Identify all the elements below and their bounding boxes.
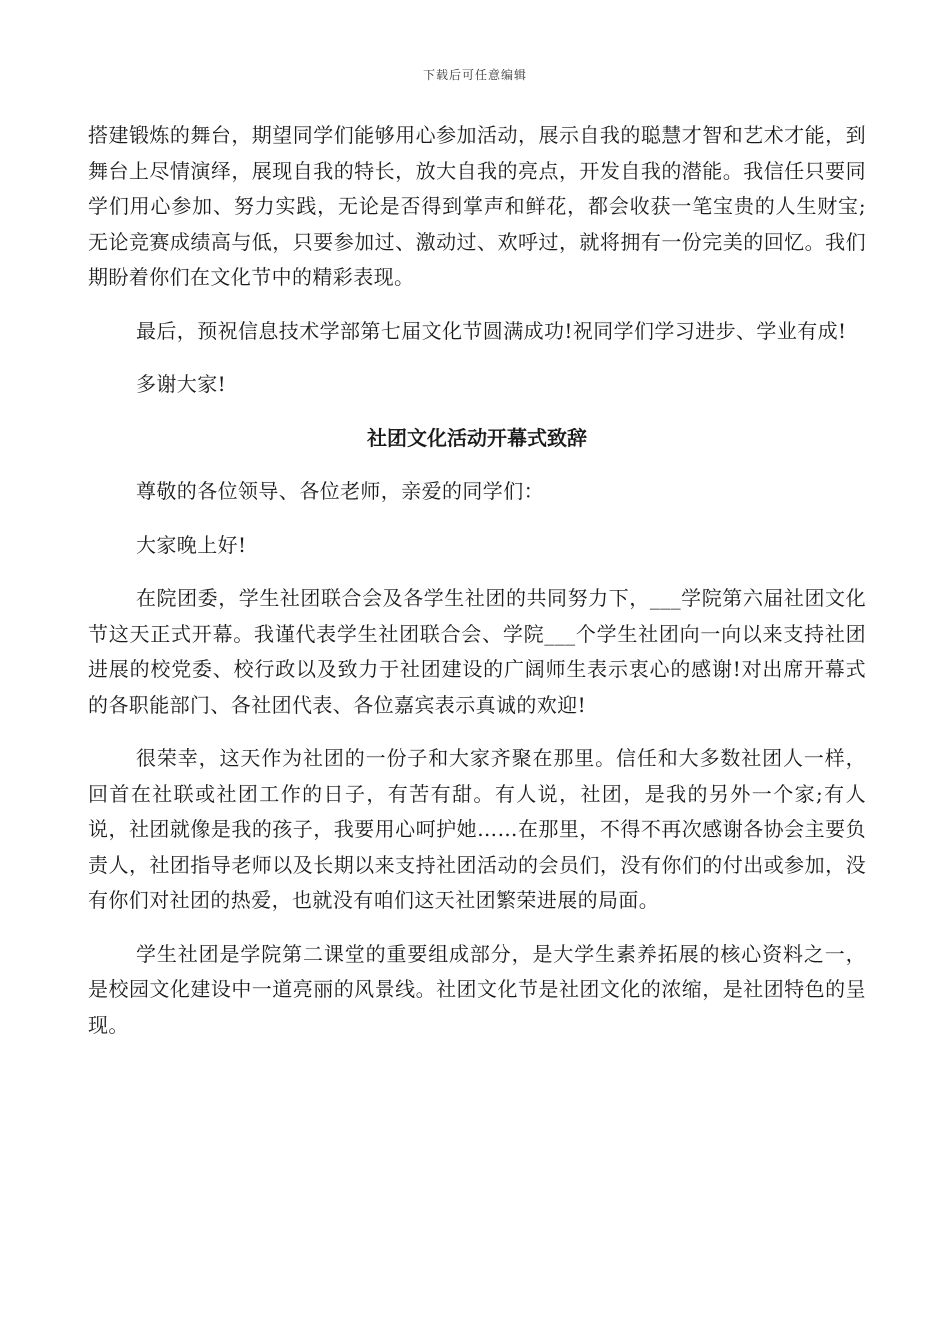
- page-header: 下载后可任意编辑: [422, 68, 527, 82]
- paragraph-closing-wish: 最后，预祝信息技术学部第七届文化节圆满成功!祝同学们学习进步、学业有成!: [136, 318, 847, 343]
- paragraph-club-role: 学生社团是学院第二课堂的重要组成部分，是大学生素养拓展的核心资料之一，是校园文化建设中一道亮丽的风景线。社团文化节是社团文化的浓缩，是社团特色的呈现。: [88, 941, 866, 1037]
- paragraph-greeting: 大家晚上好!: [136, 532, 247, 557]
- paragraph-salutation: 尊敬的各位领导、各位老师，亲爱的同学们：: [136, 479, 544, 503]
- paragraph-thanks: 多谢大家!: [136, 372, 227, 396]
- paragraph-continuation: 搭建锻炼的舞台，期望同学们能够用心参加活动，展示自我的聪慧才智和艺术才能，到舞台上尽情演绎，展现自我的特长，放大自我的亮点，开发自我的潜能。我信任只要同学们用心参加、努力实践，无论是否得到掌声和鲜花，都会收获一笔宝贵的人生财宝;无论竞赛成绩高与低，只要参加过、激动过、欢呼过，就将拥有一份完美的回忆。我们期盼着你们在文化节中的精彩表现。: [88, 123, 866, 289]
- paragraph-opening: 在院团委，学生社团联合会及各学生社团的共同努力下，___学院第六届社团文化节这天正式开幕。我谨代表学生社团联合会、学院___个学生社团向一向以来支持社团进展的校党委、校行政以及致力于社团建设的广阔师生表示衷心的感谢!对出席开幕式的各职能部门、各社团代表、各位嘉宾表示真诚的欢迎!: [88, 586, 866, 717]
- document-body: [88, 118, 866, 1043]
- section-title: 社团文化活动开幕式致辞: [367, 425, 587, 450]
- paragraph-honor: 很荣幸，这天作为社团的一份子和大家齐聚在那里。信任和大多数社团人一样，回首在社联或社团工作的日子，有苦有甜。有人说，社团，是我的另外一个家;有人说，社团就像是我的孩子，我要用心呵护她……在那里，不得不再次感谢各协会主要负责人，社团指导老师以及长期以来支持社团活动的会员们，没有你们的付出或参加，没有你们对社团的热爱，也就没有咱们这天社团繁荣进展的局面。: [88, 746, 866, 912]
